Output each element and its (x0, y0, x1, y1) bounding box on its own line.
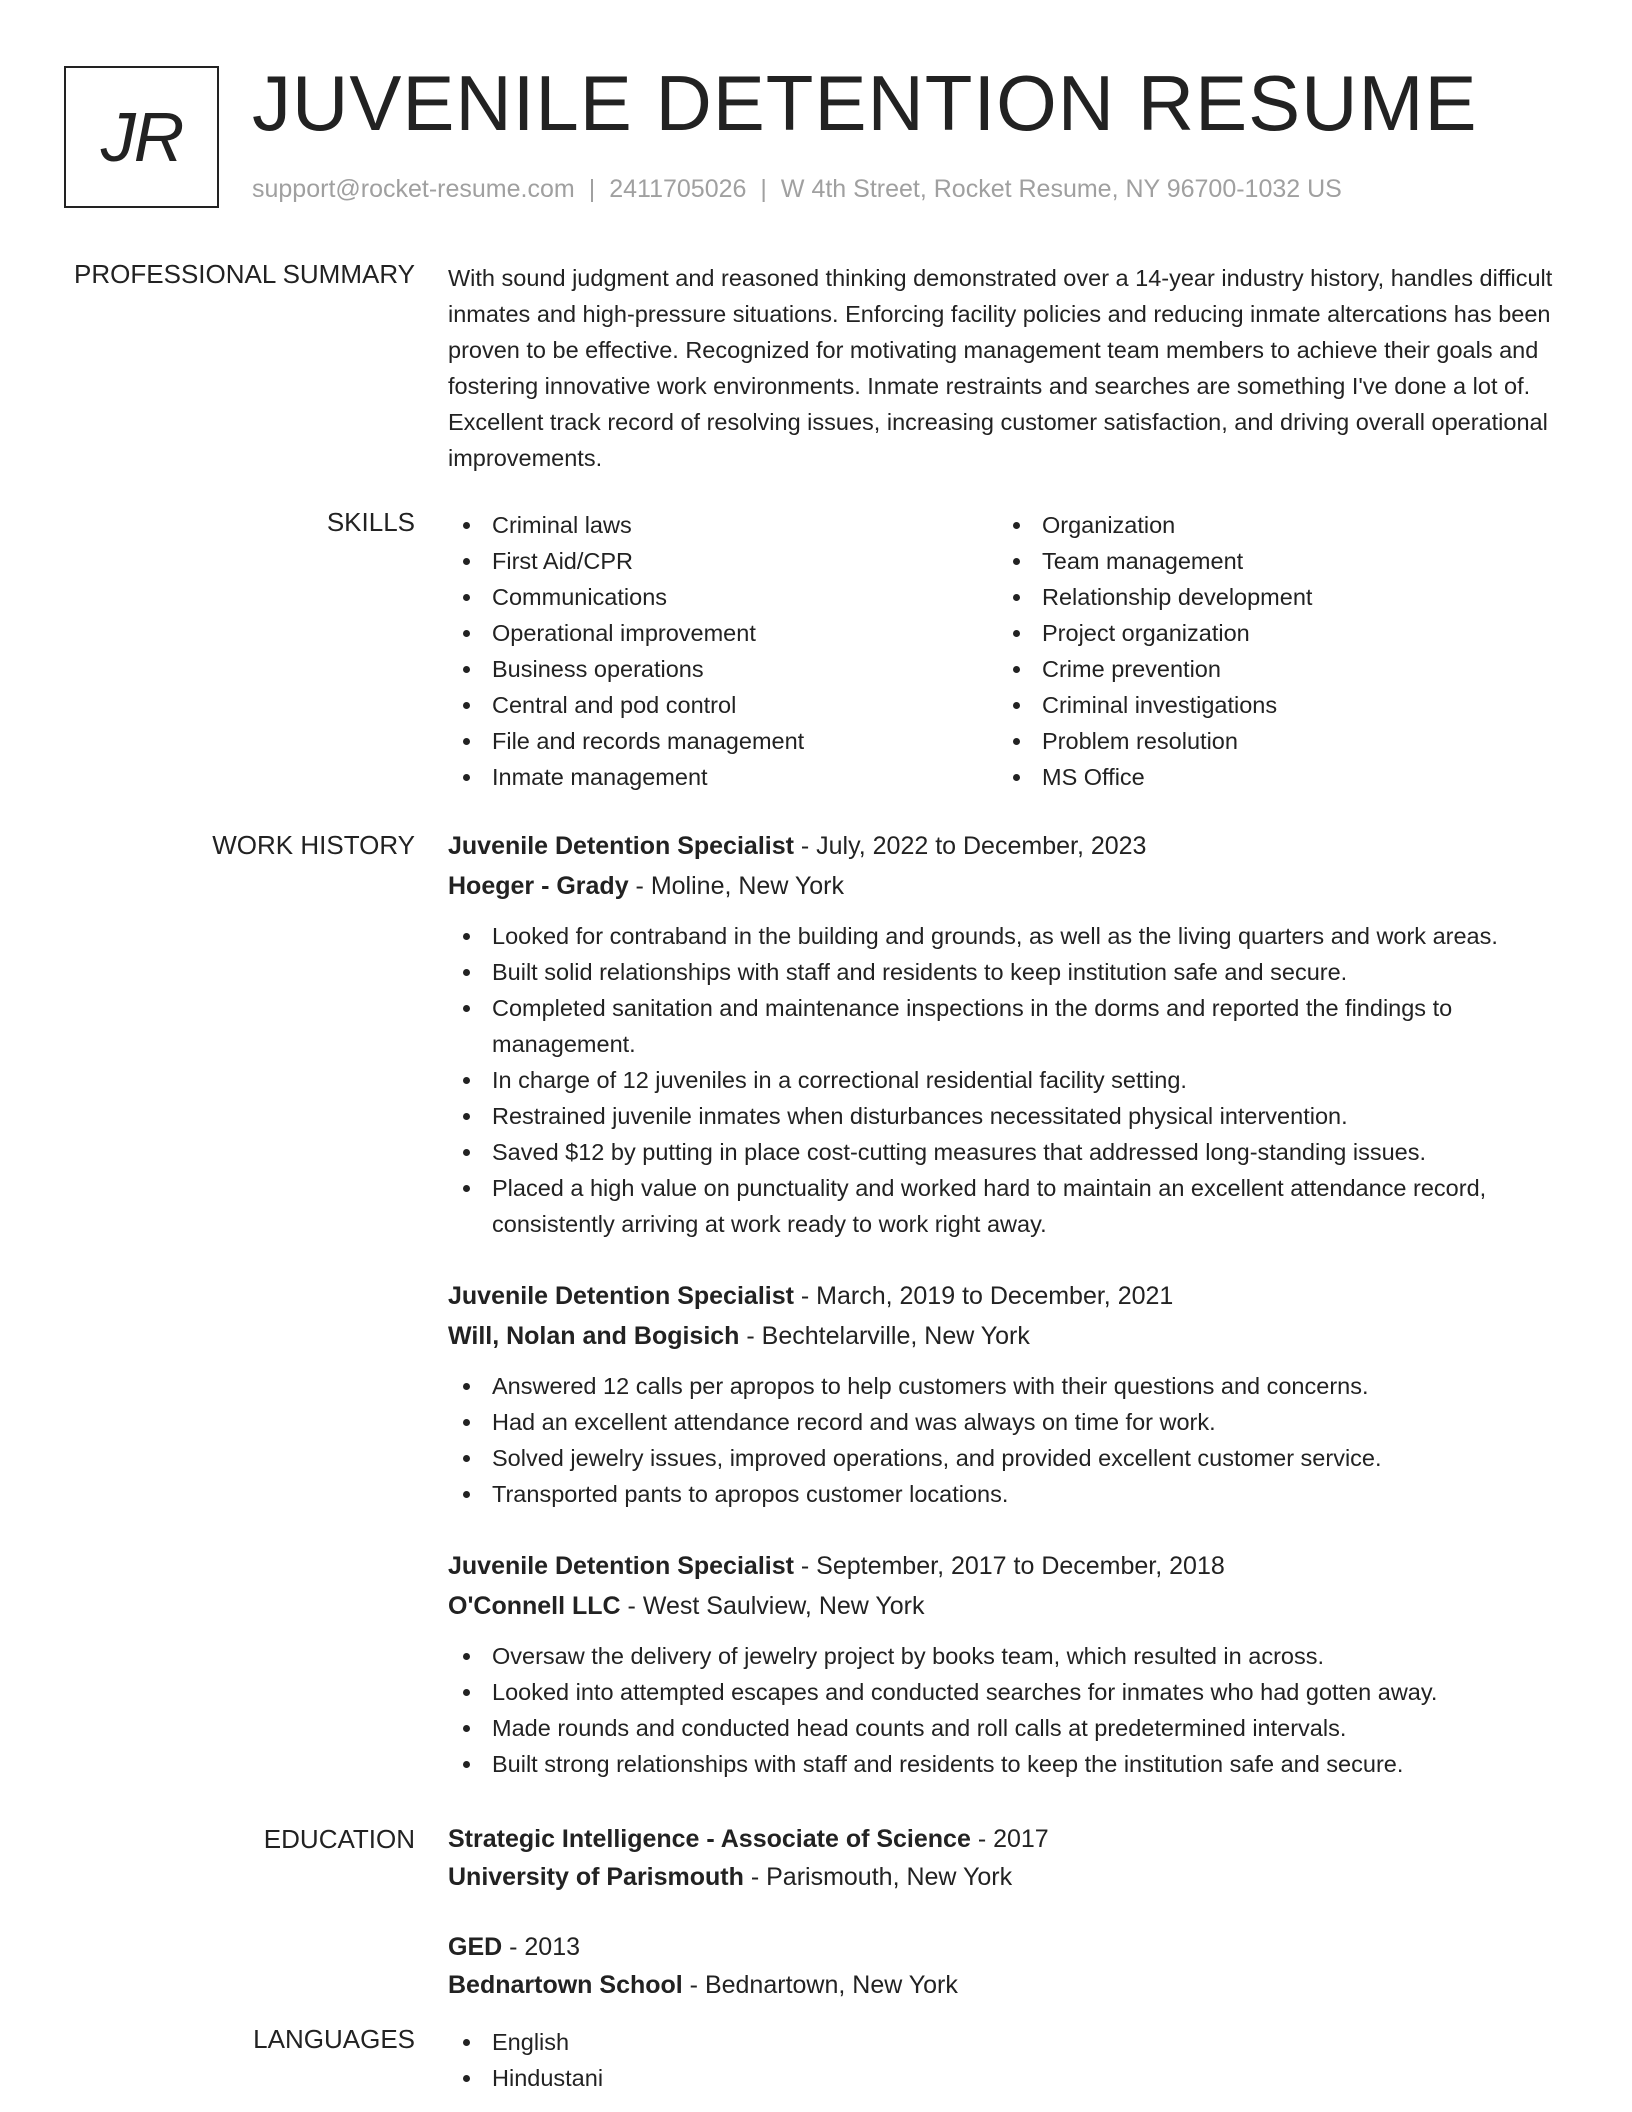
job-company-line (448, 1316, 1568, 1356)
work-history-list (448, 826, 1568, 1816)
skill-item: Central and pod control (448, 687, 998, 723)
job-dates: - July, 2022 to December, 2023 (793, 832, 1147, 860)
initials-monogram: JR (64, 66, 219, 208)
job-bullet: Solved jewelry issues, improved operations, and provided excellent customer service. (448, 1440, 1568, 1476)
job-bullet: Answered 12 calls per apropos to help customers with their questions and concerns. (448, 1368, 1568, 1404)
skill-item: MS Office (998, 759, 1548, 795)
job-entry (448, 826, 1568, 1242)
job-title: Juvenile Detention Specialist (448, 1282, 794, 1310)
job-bullet: Placed a high value on punctuality and worked hard to maintain an excellent attendance record, consistently arriving at work ready to work right away. (448, 1170, 1568, 1242)
skill-item: Criminal investigations (998, 687, 1548, 723)
education-school: University of Parismouth (448, 1863, 744, 1891)
education-degree: GED (448, 1933, 503, 1961)
languages-label: LANGUAGES (253, 2024, 415, 2054)
education-school-line (448, 1858, 1568, 1896)
skill-item: Inmate management (448, 759, 998, 795)
contact-email: support@rocket-resume.com (252, 175, 575, 203)
skills-column-left (448, 507, 998, 795)
work-history-label: WORK HISTORY (212, 830, 415, 860)
contact-line (252, 175, 1342, 204)
job-dates: - September, 2017 to December, 2018 (793, 1552, 1225, 1580)
job-bullets (448, 1368, 1568, 1512)
job-bullet: Made rounds and conducted head counts and roll calls at predetermined intervals. (448, 1710, 1568, 1746)
job-bullet: Saved $12 by putting in place cost-cutting measures that addressed long-standing issues. (448, 1134, 1568, 1170)
job-dates: - March, 2019 to December, 2021 (793, 1282, 1174, 1310)
job-bullets (448, 1638, 1568, 1782)
summary-text: With sound judgment and reasoned thinking demonstrated over a 14-year industry history, handles difficult inmates and high-pressure situations. Enforcing facility policies and reducing inmate altercations has been proven to be effective. Recognized for motivating management team members to achieve their goals and fostering innovative work environments. Inmate restraints and searches are something I've done a lot of. Excellent track record of resolving issues, increasing customer satisfaction, and driving overall operational improvements. (448, 265, 1553, 471)
job-bullet: Completed sanitation and maintenance inspections in the dorms and reported the findings to management. (448, 990, 1568, 1062)
job-title: Juvenile Detention Specialist (448, 832, 794, 860)
skill-item: Criminal laws (448, 507, 998, 543)
skill-item: Organization (998, 507, 1548, 543)
skill-item: Business operations (448, 651, 998, 687)
skill-item: File and records management (448, 723, 998, 759)
job-title-line (448, 1276, 1568, 1316)
job-title: Juvenile Detention Specialist (448, 1552, 794, 1580)
skills-label: SKILLS (326, 507, 415, 537)
job-company: O'Connell LLC (448, 1592, 621, 1620)
skill-item: Relationship development (998, 579, 1548, 615)
education-degree-line (448, 1820, 1568, 1858)
skill-item: Crime prevention (998, 651, 1548, 687)
job-company: Hoeger - Grady (448, 872, 629, 900)
skill-item: First Aid/CPR (448, 543, 998, 579)
contact-separator: | (760, 175, 767, 203)
language-item: English (448, 2024, 1568, 2060)
education-year: - 2013 (502, 1933, 581, 1961)
education-school: Bednartown School (448, 1971, 683, 1999)
education-school-line (448, 1966, 1568, 2004)
job-bullet: Transported pants to apropos customer locations. (448, 1476, 1568, 1512)
job-bullet: Built strong relationships with staff and residents to keep the institution safe and secure. (448, 1746, 1568, 1782)
language-item: Hindustani (448, 2060, 1568, 2096)
education-location: - Parismouth, New York (743, 1863, 1013, 1891)
job-bullet: Built solid relationships with staff and residents to keep institution safe and secure. (448, 954, 1568, 990)
skill-item: Operational improvement (448, 615, 998, 651)
job-title-line (448, 1546, 1568, 1586)
job-company-line (448, 866, 1568, 906)
skill-item: Problem resolution (998, 723, 1548, 759)
skills-list (448, 507, 1568, 795)
job-bullet: Had an excellent attendance record and was always on time for work. (448, 1404, 1568, 1440)
skill-item: Project organization (998, 615, 1548, 651)
education-year: - 2017 (970, 1825, 1049, 1853)
job-location: - Bechtelarville, New York (739, 1322, 1030, 1350)
job-location: - Moline, New York (628, 872, 844, 900)
job-entry (448, 1546, 1568, 1782)
job-bullets (448, 918, 1568, 1242)
resume-title: JUVENILE DETENTION RESUME (252, 59, 1478, 147)
education-entry (448, 1820, 1568, 1896)
skill-item: Communications (448, 579, 998, 615)
education-list (448, 1820, 1568, 2036)
job-location: - West Saulview, New York (620, 1592, 925, 1620)
skills-column-right (998, 507, 1548, 795)
job-bullet: Restrained juvenile inmates when disturbances necessitated physical intervention. (448, 1098, 1568, 1134)
contact-separator: | (588, 175, 596, 203)
job-company: Will, Nolan and Bogisich (448, 1322, 740, 1350)
job-bullet: In charge of 12 juveniles in a correctional residential facility setting. (448, 1062, 1568, 1098)
education-degree: Strategic Intelligence - Associate of Science (448, 1825, 971, 1853)
job-bullet: Looked for contraband in the building and grounds, as well as the living quarters and work areas. (448, 918, 1568, 954)
languages-list (448, 2024, 1568, 2096)
job-company-line (448, 1586, 1568, 1626)
skill-item: Team management (998, 543, 1548, 579)
education-degree-line (448, 1928, 1568, 1966)
job-bullet: Looked into attempted escapes and conducted searches for inmates who had gotten away. (448, 1674, 1568, 1710)
contact-address: W 4th Street, Rocket Resume, NY 96700-1032 US (780, 175, 1342, 203)
languages-bullets (448, 2024, 1568, 2096)
job-entry (448, 1276, 1568, 1512)
summary-label: PROFESSIONAL SUMMARY (74, 259, 415, 289)
education-entry (448, 1928, 1568, 2004)
education-label: EDUCATION (263, 1824, 415, 1854)
job-title-line (448, 826, 1568, 866)
job-bullet: Oversaw the delivery of jewelry project by books team, which resulted in across. (448, 1638, 1568, 1674)
contact-phone: 2411705026 (609, 175, 747, 203)
education-location: - Bednartown, New York (682, 1971, 958, 1999)
